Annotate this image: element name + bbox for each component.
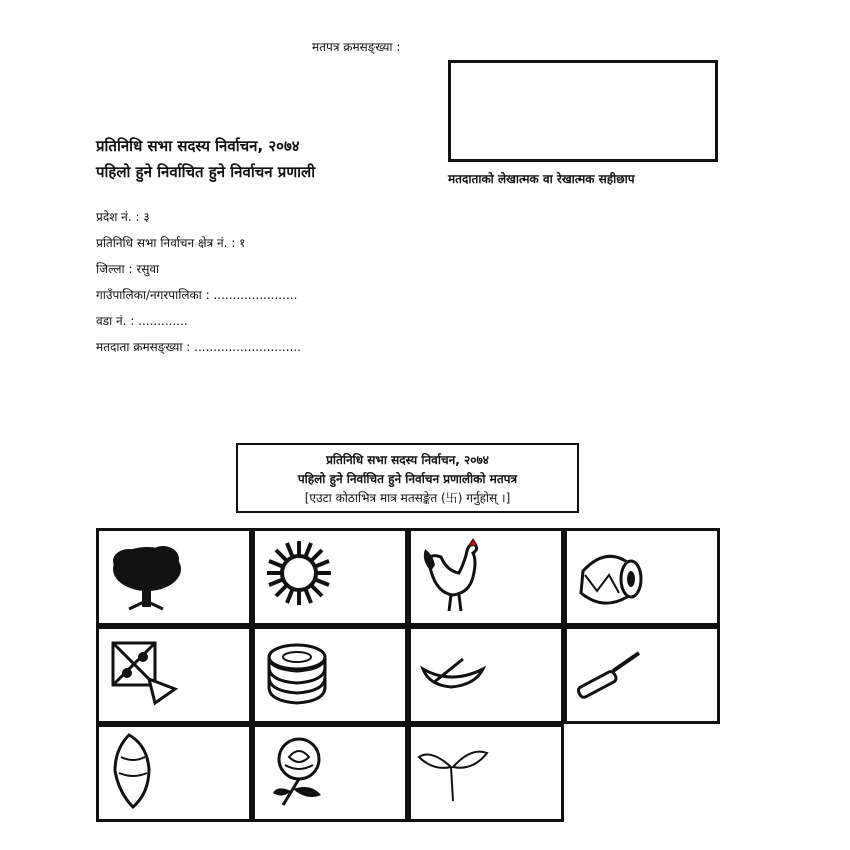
municipality-field: गाउँपालिका/नगरपालिका : ...................... (96, 288, 298, 302)
leaf-icon (411, 727, 561, 819)
bread-icon (255, 629, 405, 721)
symbol-cell-boat[interactable] (408, 626, 564, 724)
tree-icon (99, 531, 249, 623)
symbol-cell-leaf[interactable] (408, 724, 564, 822)
ballot-header-line1: प्रतिनिधि सभा सदस्य निर्वाचन, २०७४ (326, 453, 489, 467)
sun-icon (255, 531, 405, 623)
constituency-field: प्रतिनिधि सभा निर्वाचन क्षेत्र नं. : १ (96, 236, 246, 250)
conch-icon (99, 727, 249, 819)
symbol-cell-sun[interactable] (252, 528, 408, 626)
ballot-header-line2: पहिलो हुने निर्वाचित हुने निर्वाचन प्रणालीको मतपत्र (297, 472, 518, 486)
voter-serial-field: मतदाता क्रमसङ्ख्या : ............................ (96, 340, 301, 354)
ballot-symbol-grid (96, 528, 720, 824)
symbol-cell-cricket-bat[interactable] (564, 626, 720, 724)
ward-field: वडा नं. : ............. (96, 314, 188, 328)
symbol-cell-tree[interactable] (96, 528, 252, 626)
ballot-header-line3: [एउटा कोठाभित्र मात्र मतसङ्केत (卐) गर्नुहोस् ।] (304, 491, 511, 505)
province-field: प्रदेश नं. : ३ (96, 210, 150, 224)
rooster-icon (411, 531, 561, 623)
system-title: पहिलो हुने निर्वाचित हुने निर्वाचन प्रणाली (96, 163, 316, 181)
cricket-bat-icon (567, 629, 717, 721)
symbol-cell-rooster[interactable] (408, 528, 564, 626)
rose-icon (255, 727, 405, 819)
kite-icon (99, 629, 249, 721)
ballot-header (236, 443, 579, 513)
symbol-cell-conch[interactable] (96, 724, 252, 822)
symbol-cell-drum[interactable] (564, 528, 720, 626)
ballot-serial-label: मतपत्र क्रमसङ्ख्या : (312, 40, 401, 54)
election-title: प्रतिनिधि सभा सदस्य निर्वाचन, २०७४ (96, 137, 300, 155)
signature-caption: मतदाताको लेखात्मक वा रेखात्मक सहीछाप (448, 172, 635, 186)
signature-box (448, 60, 718, 162)
symbol-cell-rose[interactable] (252, 724, 408, 822)
drum-icon (567, 531, 717, 623)
symbol-cell-bread[interactable] (252, 626, 408, 724)
district-field: जिल्ला : रसुवा (96, 262, 160, 276)
boat-icon (411, 629, 561, 721)
symbol-cell-kite[interactable] (96, 626, 252, 724)
